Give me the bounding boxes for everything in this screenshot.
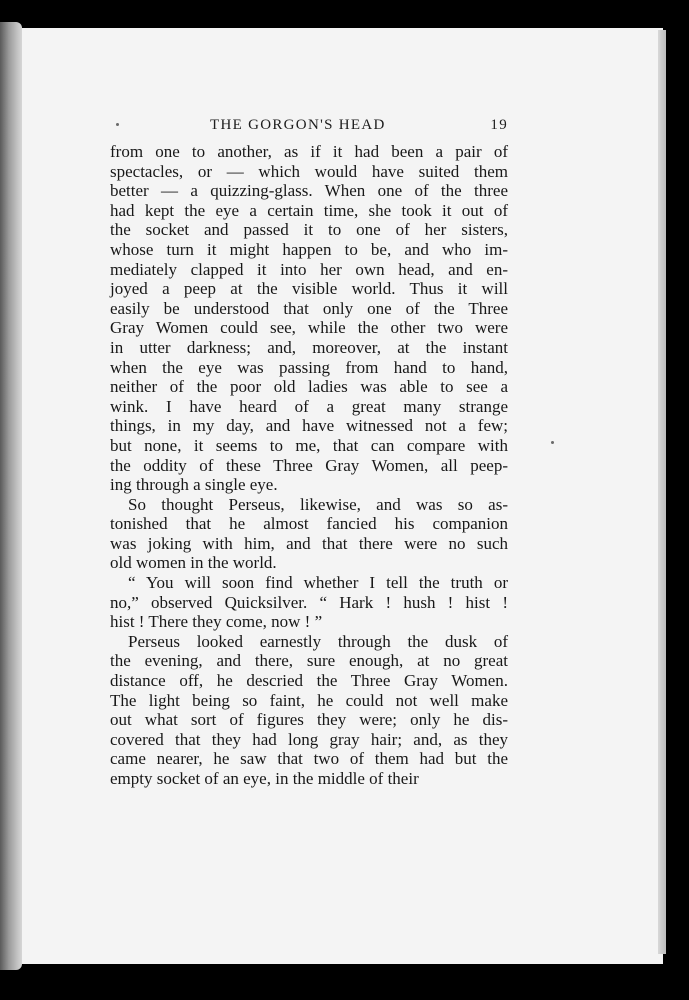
text-line: So thought Perseus, likewise, and was so as- [128,494,508,514]
text-line: when the eye was passing from hand to hand, [110,357,508,377]
text-line: the oddity of these Three Gray Women, all peep- [110,455,508,475]
text-line: wink. I have heard of a great many strange [110,396,508,416]
text-line: was joking with him, and that there were no such [110,533,508,553]
text-line: but none, it seems to me, that can compare with [110,435,508,455]
paragraph [110,142,508,495]
text-line: no,” observed Quicksilver. “ Hark ! hush ! hist ! [110,592,508,612]
text-line: The light being so faint, he could not well make [110,690,508,710]
text-line: whose turn it might happen to be, and who im- [110,239,508,259]
text-line: came nearer, he saw that two of them had but the [110,749,508,769]
text-line: from one to another, as if it had been a pair of [110,142,508,161]
page-number: 19 [490,117,508,133]
paragraph [110,573,508,632]
text-line: neither of the poor old ladies was able to see a [110,377,508,397]
previous-page-edge [0,22,22,970]
text-line: empty socket of an eye, in the middle of their [110,769,419,788]
text-line: ing through a single eye. [110,475,278,495]
paper-speck [551,441,554,444]
text-line: the socket and passed it to one of her sisters, [110,220,508,240]
text-line: the evening, and there, sure enough, at no great [110,651,508,671]
running-head-title: THE GORGON'S HEAD [210,117,386,133]
running-head [110,117,508,134]
text-line: old women in the world. [110,553,277,573]
text-line: had kept the eye a certain time, she took it out of [110,200,508,220]
text-line: tonished that he almost fancied his companion [110,514,508,534]
text-line: mediately clapped it into her own head, and en- [110,259,508,279]
text-line: in utter darkness; and, moreover, at the instant [110,337,508,357]
text-line: out what sort of figures they were; only he dis- [110,710,508,730]
page-stack-edge [658,30,666,954]
text-line: spectacles, or — which would have suited them [110,161,508,181]
text-line: “ You will soon find whether I tell the truth or [128,573,508,593]
paragraph [110,495,508,573]
text-line: things, in my day, and have witnessed not a few; [110,416,508,436]
text-line: easily be understood that only one of the Three [110,298,508,318]
text-line: Gray Women could see, while the other two were [110,318,508,338]
text-line: covered that they had long gray hair; and, as they [110,729,508,749]
text-line: Perseus looked earnestly through the dusk of [128,631,508,651]
text-line: joyed a peep at the visible world. Thus it will [110,279,508,299]
paragraph [110,632,508,789]
text-line: better — a quizzing-glass. When one of the three [110,181,508,201]
body-text [110,142,508,789]
text-line: distance off, he descried the Three Gray Women. [110,671,508,691]
text-line: hist ! There they come, now ! ” [110,612,323,632]
